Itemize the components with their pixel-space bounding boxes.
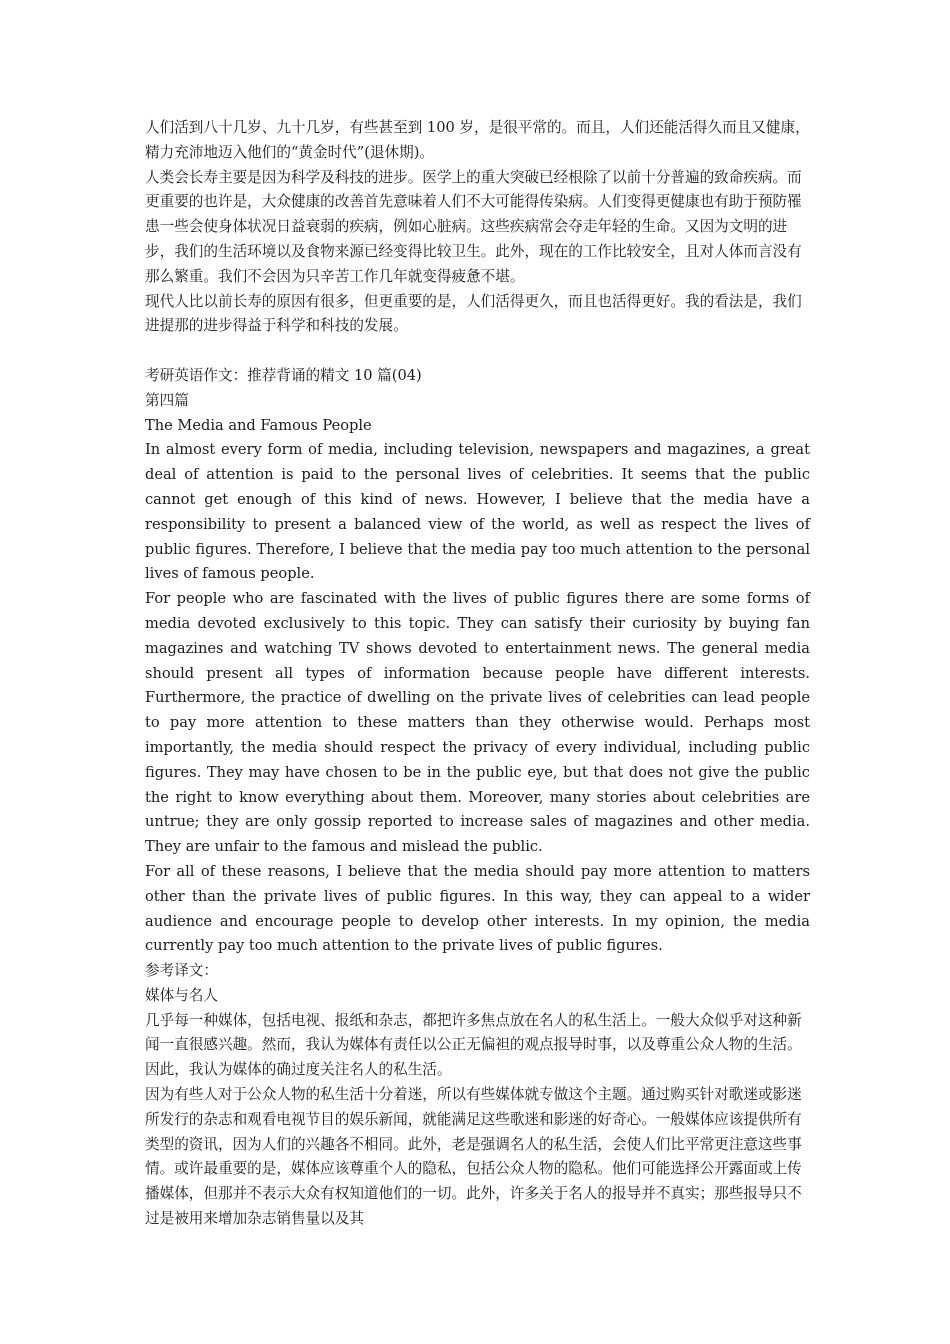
- chapter-label: 第四篇: [145, 391, 189, 409]
- translation-title: 媒体与名人: [145, 986, 218, 1004]
- essay-paragraph-1: In almost every form of media, including television, newspapers and magazines, a great deal of attention is paid to the personal lives of celebrities. It seems that the public cannot get enough of this kind of news. However, I believe that the media have a responsibility to present a balanced view of the world, as well as respect the lives of public figures. Therefore, I believe that the media pay too much attention to the personal lives of famous people.: [145, 441, 810, 583]
- blank-line: [145, 339, 810, 364]
- essay-paragraph-2: For people who are fascinated with the lives of public figures there are some forms of media devoted exclusively to this topic. They can satisfy their curiosity by buying fan magazines and watching TV shows devoted to entertainment news. The general media should present all types of information because people have different interests. Furthermore, the practice of dwelling on the private lives of celebrities can lead people to pay more attention to these matters than they otherwise would. Perhaps most importantly, the media should respect the privacy of every individual, including public figures. They may have chosen to be in the public eye, but that does not give the public the right to know everything about them. Moreover, many stories about celebrities are untrue; they are only gossip reported to increase sales of magazines and other media. They are unfair to the famous and mislead the public.: [145, 590, 810, 856]
- essay-title: The Media and Famous People: [145, 416, 372, 434]
- essay-paragraph-3: For all of these reasons, I believe that the media should pay more attention to matters other than the private lives of public figures. In this way, they can appeal to a wider audience and encourage people to develop other interests. In my opinion, the media currently pay too much attention to the private lives of public figures.: [145, 862, 810, 955]
- document-page: [145, 116, 810, 1232]
- intro-paragraph-2: 人类会长寿主要是因为科学及科技的进步。医学上的重大突破已经根除了以前十分普遍的致命疾病。而更重要的也许是，大众健康的改善首先意味着人们不大可能得传染病。人们变得更健康也有助于预防罹患一些会使身体状况日益衰弱的疾病，例如心脏病。这些疾病常会夺走年轻的生命。又因为文明的进步，我们的生活环境以及食物来源已经变得比较卫生。此外，现在的工作比较安全，且对人体而言没有那么繁重。我们不会因为只辛苦工作几年就变得疲惫不堪。: [145, 168, 802, 285]
- intro-paragraph-3: 现代人比以前长寿的原因有很多，但更重要的是，人们活得更久，而且也活得更好。我的看法是，我们进提那的进步得益于科学和科技的发展。: [145, 292, 802, 335]
- intro-paragraph-1: 人们活到八十几岁、九十几岁，有些甚至到 100 岁，是很平常的。而且，人们还能活得久而且又健康，精力充沛地迈入他们的“黄金时代”(退休期)。: [145, 119, 810, 161]
- translation-paragraph-2: 因为有些人对于公众人物的私生活十分着迷，所以有些媒体就专做这个主题。通过购买针对歌迷或影迷所发行的杂志和观看电视节目的娱乐新闻，就能满足这些歌迷和影迷的好奇心。一般媒体应该提供所有类型的资讯，因为人们的兴趣各不相同。此外，老是强调名人的私生活，会使人们比平常更注意这些事情。或许最重要的是，媒体应该尊重个人的隐私，包括公众人物的隐私。他们可能选择公开露面或上传播媒体，但那并不表示大众有权知道他们的一切。此外，许多关于名人的报导并不真实；那些报导只不过是被用来增加杂志销售量以及其: [145, 1086, 802, 1228]
- translation-paragraph-1: 几乎每一种媒体，包括电视、报纸和杂志，都把许多焦点放在名人的私生活上。一般大众似乎对这种新闻一直很感兴趣。然而，我认为媒体有责任以公正无偏袒的观点报导时事，以及尊重公众人物的生活。因此，我认为媒体的确过度关注名人的私生活。: [145, 1011, 802, 1079]
- reference-translation-label: 参考译文：: [145, 962, 218, 980]
- series-title: 考研英语作文：推荐背诵的精文 10 篇(04): [145, 366, 422, 384]
